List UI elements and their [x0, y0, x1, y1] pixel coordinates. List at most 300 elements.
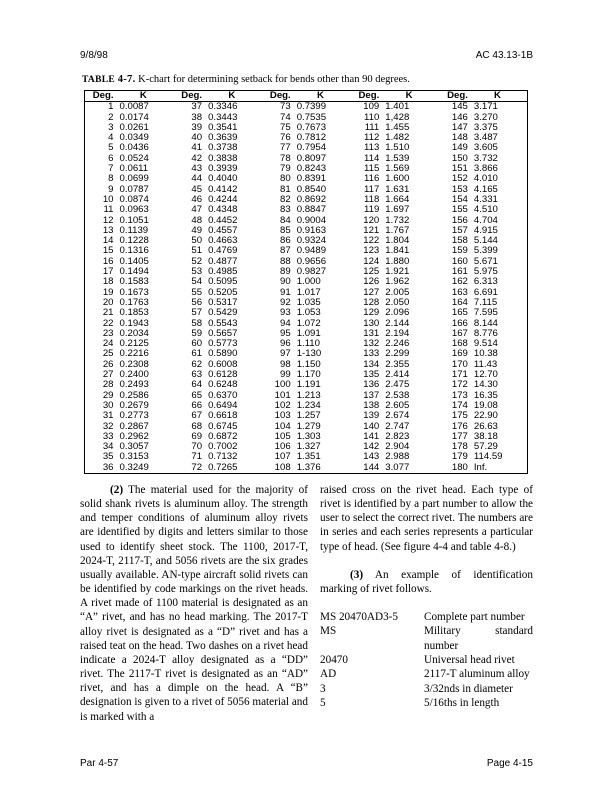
k-cell: 0.3249	[114, 463, 174, 474]
deg-cell: 161	[451, 266, 468, 278]
k-cell: 0.2034	[119, 327, 149, 339]
deg-cell: 38	[191, 111, 203, 123]
k-cell: 1.732	[385, 214, 410, 226]
deg-cell: 13	[102, 224, 114, 236]
deg-cell: 171	[451, 369, 468, 381]
table-row	[85, 411, 528, 421]
k-cell: 12.70	[473, 369, 498, 381]
k-cell: 0.5657	[208, 327, 238, 339]
k-cell: 0.5317	[208, 296, 238, 308]
k-cell: 0.0787	[119, 183, 149, 195]
deg-cell: 73	[280, 101, 291, 113]
column-header-k: K	[468, 91, 528, 102]
paragraph-3	[320, 568, 533, 596]
k-cell: 0.9656	[296, 255, 327, 267]
k-cell: 1.234	[296, 399, 321, 411]
k-cell: 0.1405	[119, 255, 149, 267]
k-cell: 0.1316	[119, 245, 149, 257]
k-cell: 0.3443	[208, 111, 238, 123]
k-cell: 0.8847	[296, 204, 327, 216]
deg-cell: 67	[191, 410, 203, 422]
k-cell: 5.975	[473, 266, 498, 278]
k-cell: 8.144	[473, 317, 498, 329]
rivet-meaning: Complete part number	[424, 611, 525, 624]
k-cell: 1.767	[385, 224, 410, 236]
deg-cell: 148	[451, 132, 468, 144]
deg-cell: 134	[363, 358, 380, 370]
deg-cell: 113	[363, 142, 380, 154]
k-cell: 0.2400	[119, 369, 149, 381]
k-cell: 1-130	[296, 348, 322, 360]
deg-cell: 89	[280, 266, 291, 278]
k-cell: 4.510	[473, 204, 498, 216]
k-cell: 0.8097	[296, 152, 327, 164]
column-header-deg: Deg.	[350, 91, 379, 102]
deg-cell: 124	[363, 255, 380, 267]
k-cell: 0.5890	[208, 348, 238, 360]
k-cell: 2.988	[385, 451, 410, 463]
deg-cell: 163	[451, 286, 468, 298]
deg-cell: 83	[280, 204, 291, 216]
k-cell: Inf.	[468, 463, 528, 474]
deg-cell: 95	[280, 327, 291, 339]
k-cell: 0.2773	[119, 410, 149, 422]
deg-cell: 159	[451, 245, 468, 257]
header-doc-id: AC 43.13-1B	[475, 50, 533, 61]
deg-cell: 78	[280, 152, 291, 164]
rivet-meaning: Universal head rivet	[424, 653, 515, 666]
k-cell: 2.904	[385, 441, 410, 453]
k-cell: 0.1228	[119, 235, 149, 247]
deg-cell: 127	[363, 286, 380, 298]
deg-cell: 11	[103, 204, 114, 216]
k-cell: 3.077	[379, 463, 439, 474]
k-cell: 0.0963	[119, 204, 149, 216]
k-cell: 0.7132	[208, 451, 238, 463]
k-cell: 2.096	[385, 307, 410, 319]
deg-cell: 43	[191, 163, 203, 175]
k-cell: 0.9004	[296, 214, 327, 226]
deg-cell: 91	[280, 286, 291, 298]
k-cell: 0.4877	[208, 255, 238, 267]
k-cell: 3.487	[473, 132, 498, 144]
k-cell: 19.08	[473, 399, 498, 411]
k-cell: 1.569	[385, 163, 410, 175]
deg-cell: 156	[451, 214, 468, 226]
deg-cell: 1	[108, 101, 114, 113]
deg-cell: 77	[280, 142, 291, 154]
deg-cell: 30	[102, 399, 114, 411]
k-cell: 3.171	[473, 101, 498, 113]
k-cell: 3.732	[473, 152, 498, 164]
deg-cell: 107	[274, 451, 291, 463]
column-header-k: K	[379, 91, 439, 102]
k-cell: 4.010	[473, 173, 498, 185]
k-cell: 0.2867	[119, 420, 149, 432]
k-cell: 6.691	[473, 286, 498, 298]
deg-cell: 150	[451, 152, 468, 164]
k-cell: 14.30	[473, 379, 498, 391]
deg-cell: 98	[280, 358, 291, 370]
column-header-k: K	[291, 91, 351, 102]
deg-cell: 82	[280, 193, 291, 205]
deg-cell: 80	[280, 173, 291, 185]
deg-cell: 59	[191, 327, 203, 339]
deg-cell: 106	[274, 441, 291, 453]
deg-cell: 29	[102, 389, 114, 401]
k-cell: 1.539	[385, 152, 410, 164]
k-cell: 2.194	[385, 327, 410, 339]
k-cell: 0.8540	[296, 183, 327, 195]
k-cell: 4.704	[473, 214, 498, 226]
k-cell: 0.2586	[119, 389, 149, 401]
k-cell: 0.7265	[202, 463, 262, 474]
list-item	[320, 610, 533, 624]
deg-cell: 28	[102, 379, 114, 391]
deg-cell: 53	[191, 266, 203, 278]
deg-cell: 115	[363, 163, 380, 175]
deg-cell: 176	[451, 420, 468, 432]
rivet-meaning: Military standard number	[424, 625, 533, 652]
k-cell: 0.6494	[208, 399, 238, 411]
footer-page-number: Page 4-15	[486, 758, 533, 769]
deg-cell: 121	[363, 224, 380, 236]
deg-cell: 153	[451, 183, 468, 195]
deg-cell: 15	[102, 245, 114, 257]
deg-cell: 58	[191, 317, 203, 329]
deg-cell: 39	[191, 121, 203, 133]
k-cell: 1.697	[385, 204, 410, 216]
paragraph-2-number: (2)	[110, 484, 124, 496]
k-cell: 3.605	[473, 142, 498, 154]
k-cell: 1.000	[296, 276, 321, 288]
k-cell: 0.3738	[208, 142, 238, 154]
deg-cell: 120	[363, 214, 380, 226]
deg-cell: 169	[451, 348, 468, 360]
column-header-deg: Deg.	[173, 91, 202, 102]
deg-cell: 64	[191, 379, 203, 391]
k-cell: 2.246	[385, 338, 410, 350]
deg-cell: 18	[102, 276, 114, 288]
k-cell: 0.3153	[119, 451, 149, 463]
column-header-k: K	[114, 91, 174, 102]
rivet-code: 3	[320, 682, 326, 695]
deg-cell: 143	[363, 451, 380, 463]
deg-cell: 133	[363, 348, 380, 360]
deg-cell: 42	[191, 152, 203, 164]
k-cell: 4.331	[473, 193, 498, 205]
deg-cell: 36	[85, 463, 114, 474]
deg-cell: 93	[280, 307, 291, 319]
deg-cell: 180	[439, 463, 468, 474]
deg-cell: 141	[363, 430, 380, 442]
deg-cell: 61	[191, 348, 203, 360]
k-cell: 9.514	[473, 338, 498, 350]
k-cell: 1.804	[385, 235, 410, 247]
deg-cell: 109	[363, 101, 380, 113]
k-cell: 0.4769	[208, 245, 238, 257]
k-cell: 0.2216	[119, 348, 149, 360]
deg-cell: 94	[280, 317, 291, 329]
k-cell: 1.664	[385, 193, 410, 205]
deg-cell: 23	[102, 327, 114, 339]
deg-cell: 68	[191, 420, 203, 432]
deg-cell: 37	[191, 101, 203, 113]
deg-cell: 142	[363, 441, 380, 453]
column-header-deg: Deg.	[85, 91, 114, 102]
rivet-meaning: 2117-T aluminum alloy	[424, 668, 530, 681]
k-cell: 2.299	[385, 348, 410, 360]
k-cell: 0.0436	[119, 142, 149, 154]
k-cell: 2.050	[385, 296, 410, 308]
deg-cell: 76	[280, 132, 291, 144]
k-cell: 0.2679	[119, 399, 149, 411]
deg-cell: 74	[280, 111, 291, 123]
k-cell: 0.1673	[119, 286, 149, 298]
deg-cell: 145	[451, 101, 468, 113]
k-cell: 0.7002	[208, 441, 238, 453]
deg-cell: 111	[364, 121, 380, 133]
k-cell: 0.2962	[119, 430, 149, 442]
deg-cell: 177	[451, 430, 468, 442]
deg-cell: 173	[451, 389, 468, 401]
k-cell: 4.915	[473, 224, 498, 236]
k-cell: 0.2493	[119, 379, 149, 391]
k-cell: 0.4985	[208, 266, 238, 278]
k-cell: 1.962	[385, 276, 410, 288]
k-cell: 0.8692	[296, 193, 327, 205]
rivet-meaning: 5/16ths in length	[424, 696, 500, 709]
deg-cell: 49	[191, 224, 203, 236]
deg-cell: 149	[451, 142, 468, 154]
k-cell: 1.327	[296, 441, 321, 453]
k-cell: 0.3639	[208, 132, 238, 144]
k-cell: 0.7812	[296, 132, 327, 144]
k-cell: 57.29	[473, 441, 498, 453]
k-cell: 1.303	[296, 430, 321, 442]
rivet-code: MS	[320, 625, 337, 638]
deg-cell: 97	[280, 348, 291, 360]
k-cell: 1.213	[296, 389, 321, 401]
deg-cell: 52	[191, 255, 203, 267]
k-cell: 0.0261	[119, 121, 149, 133]
k-cell: 0.7673	[296, 121, 327, 133]
k-cell: 1.482	[385, 132, 410, 144]
k-cell: 1.401	[385, 101, 410, 113]
k-cell: 26.63	[473, 420, 498, 432]
deg-cell: 152	[451, 173, 468, 185]
deg-cell: 131	[363, 327, 380, 339]
deg-cell: 66	[191, 399, 203, 411]
k-cell: 1,428	[385, 111, 410, 123]
k-cell: 0.7954	[296, 142, 327, 154]
k-cell: 5.399	[473, 245, 498, 257]
k-cell: 114.59	[473, 451, 503, 463]
deg-cell: 170	[451, 358, 468, 370]
k-cell: 0.6872	[208, 430, 238, 442]
column-header-k: K	[202, 91, 262, 102]
deg-cell: 102	[274, 399, 291, 411]
list-item	[320, 624, 533, 653]
k-cell: 0.0524	[119, 152, 149, 164]
rivet-identification-list	[320, 610, 533, 710]
deg-cell: 104	[274, 420, 291, 432]
k-cell: 0.1051	[119, 214, 149, 226]
deg-cell: 70	[191, 441, 203, 453]
k-cell: 3.270	[473, 111, 498, 123]
deg-cell: 84	[280, 214, 291, 226]
deg-cell: 155	[451, 204, 468, 216]
deg-cell: 51	[191, 245, 203, 257]
deg-cell: 75	[280, 121, 291, 133]
k-cell: 2.355	[385, 358, 410, 370]
deg-cell: 85	[280, 224, 291, 236]
deg-cell: 118	[363, 193, 380, 205]
deg-cell: 81	[280, 183, 291, 195]
column-header-deg: Deg.	[439, 91, 468, 102]
paragraph-2	[80, 483, 308, 724]
list-item	[320, 682, 533, 696]
k-cell: 0.1853	[119, 307, 149, 319]
k-cell: 0.4244	[208, 193, 238, 205]
footer-paragraph-ref: Par 4-57	[80, 758, 119, 769]
deg-cell: 114	[363, 152, 380, 164]
k-cell: 0.9489	[296, 245, 327, 257]
k-cell: 0.5205	[208, 286, 238, 298]
list-item	[320, 667, 533, 681]
deg-cell: 160	[451, 255, 468, 267]
deg-cell: 140	[363, 420, 380, 432]
deg-cell: 165	[451, 307, 468, 319]
k-cell: 1.072	[296, 317, 321, 329]
deg-cell: 4	[108, 132, 114, 144]
deg-cell: 60	[191, 338, 203, 350]
deg-cell: 44	[191, 173, 203, 185]
k-cell: 7.115	[473, 296, 498, 308]
deg-cell: 19	[102, 286, 114, 298]
deg-cell: 3	[108, 121, 114, 133]
k-cell: 0.6128	[208, 369, 238, 381]
k-cell: 1.455	[385, 121, 410, 133]
deg-cell: 87	[280, 245, 291, 257]
deg-cell: 35	[102, 451, 114, 463]
k-cell: 0.3057	[119, 441, 149, 453]
k-cell: 5.671	[473, 255, 498, 267]
deg-cell: 178	[451, 441, 468, 453]
table-caption	[82, 74, 410, 85]
deg-cell: 20	[102, 296, 114, 308]
k-cell: 2.674	[385, 410, 410, 422]
deg-cell: 151	[451, 163, 468, 175]
deg-cell: 34	[102, 441, 114, 453]
deg-cell: 138	[363, 399, 380, 411]
deg-cell: 119	[363, 204, 380, 216]
k-cell: 0.1494	[119, 266, 149, 278]
header-date: 9/8/98	[80, 50, 108, 61]
k-cell: 11.43	[473, 358, 498, 370]
deg-cell: 154	[451, 193, 468, 205]
k-cell: 0.0611	[119, 163, 149, 175]
k-cell: 0.1943	[119, 317, 149, 329]
k-cell: 0.3346	[208, 101, 238, 113]
deg-cell: 72	[173, 463, 202, 474]
table-caption-text: K-chart for determining setback for bends other than 90 degrees.	[138, 74, 410, 85]
k-cell: 6.313	[473, 276, 498, 288]
deg-cell: 41	[191, 142, 203, 154]
deg-cell: 6	[108, 152, 114, 164]
deg-cell: 21	[102, 307, 114, 319]
k-cell: 0.6745	[208, 420, 238, 432]
deg-cell: 103	[274, 410, 291, 422]
k-cell: 0.6370	[208, 389, 238, 401]
k-cell: 0.9827	[296, 266, 327, 278]
k-chart-body	[85, 102, 528, 474]
k-cell: 0.1763	[119, 296, 149, 308]
deg-cell: 33	[102, 430, 114, 442]
deg-cell: 25	[102, 348, 114, 360]
deg-cell: 22	[102, 317, 114, 329]
deg-cell: 55	[191, 286, 203, 298]
deg-cell: 65	[191, 389, 203, 401]
k-cell: 1.017	[296, 286, 321, 298]
k-cell: 0.5543	[208, 317, 238, 329]
k-cell: 1.841	[385, 245, 410, 257]
rivet-meaning: 3/32nds in diameter	[424, 682, 513, 695]
deg-cell: 100	[274, 379, 291, 391]
deg-cell: 63	[191, 369, 203, 381]
table-row	[85, 102, 528, 113]
deg-cell: 129	[363, 307, 380, 319]
k-cell: 38.18	[473, 430, 498, 442]
k-cell: 2.005	[385, 286, 410, 298]
k-cell: 0.8243	[296, 163, 327, 175]
text-column-left	[80, 483, 308, 724]
paragraph-3-text: An example of identification marking of rivet follows.	[320, 568, 533, 595]
k-cell: 2.605	[385, 399, 410, 411]
list-item	[320, 653, 533, 667]
k-cell: 1.510	[385, 142, 410, 154]
deg-cell: 96	[280, 338, 291, 350]
k-cell: 2.538	[385, 389, 410, 401]
k-cell: 1.170	[296, 369, 321, 381]
deg-cell: 16	[102, 255, 114, 267]
deg-cell: 157	[451, 224, 468, 236]
deg-cell: 132	[363, 338, 380, 350]
deg-cell: 130	[363, 317, 380, 329]
deg-cell: 172	[451, 379, 468, 391]
deg-cell: 50	[191, 235, 203, 247]
deg-cell: 162	[451, 276, 468, 288]
k-cell: 0.4452	[208, 214, 238, 226]
k-cell: 0.5429	[208, 307, 238, 319]
k-cell: 3.866	[473, 163, 498, 175]
deg-cell: 62	[191, 358, 203, 370]
k-cell: 3.375	[473, 121, 498, 133]
k-cell: 0.4557	[208, 224, 238, 236]
deg-cell: 32	[102, 420, 114, 432]
k-cell: 0.2308	[119, 358, 149, 370]
deg-cell: 8	[108, 173, 114, 185]
deg-cell: 168	[451, 338, 468, 350]
k-cell: 0.1583	[119, 276, 149, 288]
deg-cell: 57	[191, 307, 203, 319]
column-header-deg: Deg.	[262, 91, 291, 102]
deg-cell: 117	[363, 183, 380, 195]
k-cell: 1.257	[296, 410, 321, 422]
deg-cell: 164	[451, 296, 468, 308]
deg-cell: 128	[363, 296, 380, 308]
deg-cell: 108	[262, 463, 291, 474]
